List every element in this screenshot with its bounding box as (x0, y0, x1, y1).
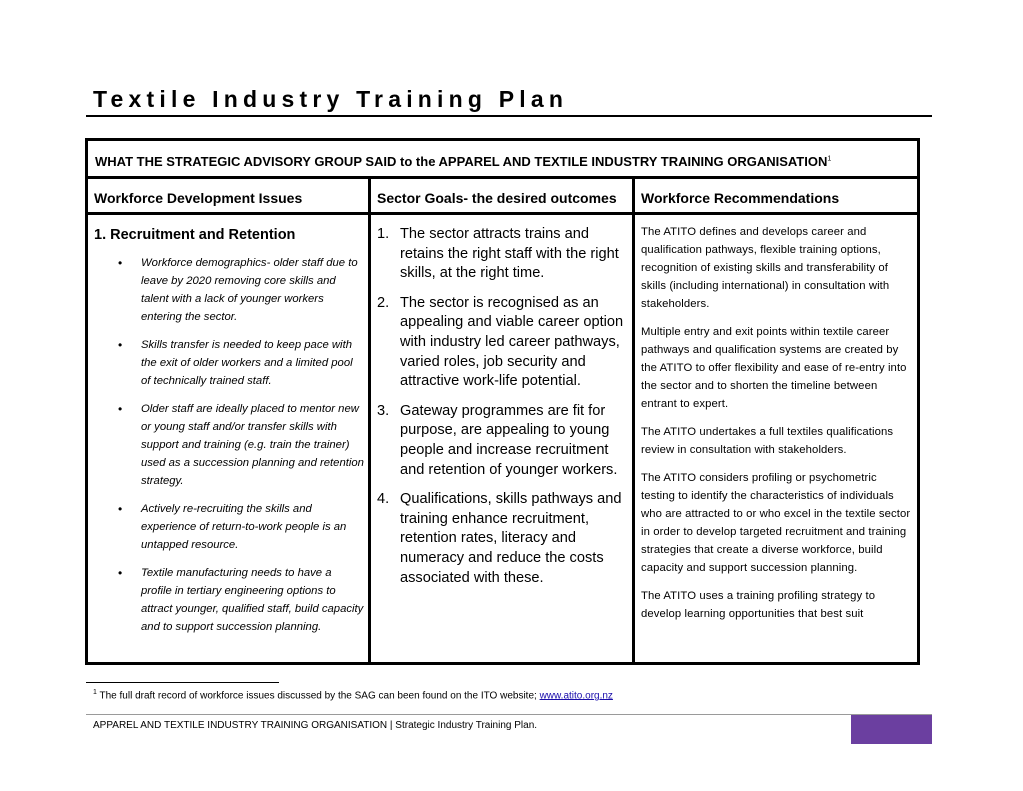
title-underline (86, 115, 932, 117)
table-header (87, 140, 919, 178)
issue-bullet: • Actively re-recruiting the skills and experience of return-to-work people is an untapped resource. (94, 500, 364, 554)
goal-item (377, 402, 626, 480)
recommendations-cell (634, 214, 919, 664)
goal-text: The sector attracts trains and retains the right staff with the right skills, at the right time. (400, 226, 619, 282)
page-number-box (851, 715, 932, 744)
goal-item (377, 490, 626, 588)
issue-bullet: • Textile manufacturing needs to have a profile in tertiary engineering options to attract younger, qualified staff, build capacity and to support succession planning. (94, 564, 364, 636)
footnote-reference[interactable]: 1 (827, 155, 832, 163)
recommendation-paragraph: The ATITO defines and develops career and qualification pathways, flexible training options, recognition of existing skills and transferability of skills (including international) in consultation with stakeholders. (641, 226, 890, 310)
goals-cell (370, 214, 634, 664)
column-header-goals: Sector Goals- the desired outcomes (370, 178, 634, 214)
footnote-separator (86, 682, 279, 683)
atito-website-link[interactable]: www.atito.org.nz (539, 690, 613, 702)
footer-text: APPAREL AND TEXTILE INDUSTRY TRAINING ORGANISATION | Strategic Industry Training Plan. (93, 720, 538, 731)
issues-cell (87, 214, 370, 664)
goal-number: 1. (377, 226, 390, 242)
goal-item (377, 225, 626, 284)
goal-number: 4. (377, 491, 390, 508)
recommendation-paragraph: Multiple entry and exit points within textile career pathways and qualification systems are created by the ATITO to offer flexibility and ease of re-entry into the sector and to shorten the timeline between entrant to expert. (641, 326, 907, 410)
column-header-issues: Workforce Development Issues (87, 178, 370, 214)
footnote (93, 689, 613, 701)
goal-text: Qualifications, skills pathways and training enhance recruitment, retention rates, literacy and numeracy and reduce the costs associated with these. (400, 491, 622, 586)
footnote-mark: 1 (93, 689, 97, 696)
issue-bullet: • Workforce demographics- older staff due to leave by 2020 removing core skills and talent with a lack of younger workers entering the sector. (94, 254, 364, 326)
recommendation-paragraph: The ATITO undertakes a full textiles qualifications review in consultation with stakeholders. (641, 426, 894, 456)
goal-number: 3. (377, 402, 390, 419)
footer-divider (86, 714, 932, 715)
goals-list (377, 225, 626, 588)
recommendation-paragraph: The ATITO uses a training profiling strategy to develop learning opportunities that best suit (641, 590, 876, 620)
issues-heading: 1. Recruitment and Retention (94, 227, 296, 243)
goal-item (377, 294, 626, 392)
issue-bullet: • Older staff are ideally placed to mentor new or young staff and/or transfer skills with support and training (e.g. train the trainer) used as a succession planning and retention strategy. (94, 400, 364, 490)
page-title: Textile Industry Training Plan (93, 86, 569, 112)
goal-text: The sector is recognised as an appealing and viable career option with industry led career pathways, varied roles, job security and attractive work-life potential. (400, 294, 624, 390)
recommendation-paragraph: The ATITO considers profiling or psychometric testing to identify the characteristics of individuals who are attracted to or who excel in the textile sector in order to develop targeted recruitment and training strategies that create a diverse workforce, build capacity and support succession planning. (641, 472, 911, 574)
goal-number: 2. (377, 294, 390, 311)
footnote-text: The full draft record of workforce issues discussed by the SAG can been found on the ITO website; (99, 690, 537, 702)
issues-list (94, 254, 364, 636)
issue-bullet: • Skills transfer is needed to keep pace with the exit of older workers and a limited pool of technically trained staff. (94, 336, 364, 390)
goal-text: Gateway programmes are fit for purpose, are appealing to young people and increase recruitment and retention of younger workers. (400, 402, 618, 478)
column-header-recommendations: Workforce Recommendations (634, 178, 919, 214)
training-plan-table (85, 138, 920, 665)
table-header-text: WHAT THE STRATEGIC ADVISORY GROUP SAID to the APPAREL AND TEXTILE INDUSTRY TRAINING ORGANISATION (95, 154, 828, 169)
